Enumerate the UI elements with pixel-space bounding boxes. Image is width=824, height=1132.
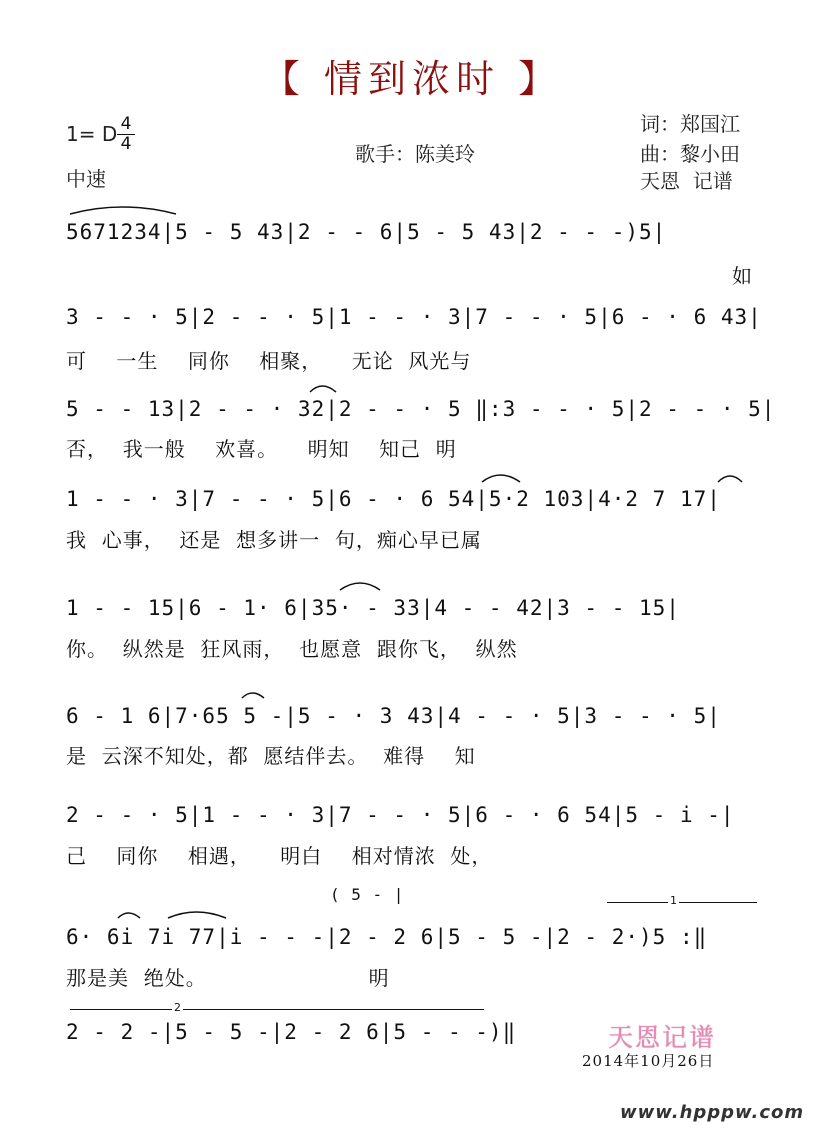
score-row-7-notes: 2 - - · 5|1 - - · 3|7 - - · 5|6 - · 6 54|5 - i -| [66, 803, 735, 827]
score-row-5-notes: 1 - - 15|6 - 1· 6|35· - 33|4 - - 42|3 - - 15| [66, 596, 680, 620]
tempo-marking: 中速 [66, 167, 106, 191]
score-row-4-notes: 1 - - · 3|7 - - · 5|6 - · 6 54|5·2 103|4·2 7 17| [66, 487, 721, 511]
composer-credit: 曲：黎小田 [640, 142, 740, 166]
volta-number-2: 2 [174, 1001, 181, 1014]
score-row-5-lyrics: 你。 纵然是 狂风雨， 也愿意 跟你飞， 纵然 [66, 637, 518, 661]
score-row-1-notes: 5671234|5 - 5 43|2 - - 6|5 - 5 43|2 - - -)5| [66, 220, 667, 244]
key-signature: 1= D [66, 122, 118, 146]
score-row-6-lyrics: 是 云深不知处，都 愿结伴去。 难得 知 [66, 744, 476, 768]
score-row-2-lyrics: 可 一生 同你 相聚， 无论 风光与 [66, 349, 472, 373]
score-row-3-notes: 5 - - 13|2 - - · 32|2 - - · 5 ‖:3 - - · 5|2 - - · 5| [66, 397, 776, 421]
lyricist-credit: 词：郑国江 [640, 112, 740, 136]
small-note-cue: ( 5 - | [330, 885, 405, 904]
score-row-2-notes: 3 - - · 5|2 - - · 5|1 - - · 3|7 - - · 5|6 - · 6 43| [66, 305, 762, 329]
website-watermark: www.hpppw.com [620, 1102, 805, 1123]
score-row-7-lyrics: 己 同你 相遇， 明白 相对情浓 处， [66, 844, 493, 868]
volta-number-1: 1 [670, 894, 677, 907]
transcriber-stamp: 天恩记谱 [608, 1023, 717, 1052]
score-row-8-lyrics: 那是美 绝处。 明 [66, 966, 390, 990]
score-row-1-lyrics: 如 [732, 264, 753, 288]
song-title: 【 情到浓时 】 [261, 57, 563, 101]
score-row-4-lyrics: 我 心事， 还是 想多讲一 句，痴心早已属 [66, 528, 482, 552]
transcription-date: 2014年10月26日 [582, 1052, 715, 1070]
time-signature-bottom: 4 [120, 134, 132, 154]
score-row-9-notes: 2 - 2 -|5 - 5 -|2 - 2 6|5 - - -)‖ [66, 1020, 517, 1044]
singer-credit: 歌手：陈美玲 [355, 142, 475, 166]
score-row-3-lyrics: 否， 我一般 欢喜。 明知 知己 明 [66, 437, 457, 461]
time-signature-top: 4 [120, 114, 132, 134]
score-row-6-notes: 6 - 1 6|7·65 5 -|5 - · 3 43|4 - - · 5|3 - - · 5| [66, 704, 721, 728]
score-row-8-notes: 6· 6i 7i 77|i - - -|2 - 2 6|5 - 5 -|2 - 2·)5 :‖ [66, 925, 708, 949]
transcriber-credit: 天恩 记谱 [640, 169, 733, 193]
